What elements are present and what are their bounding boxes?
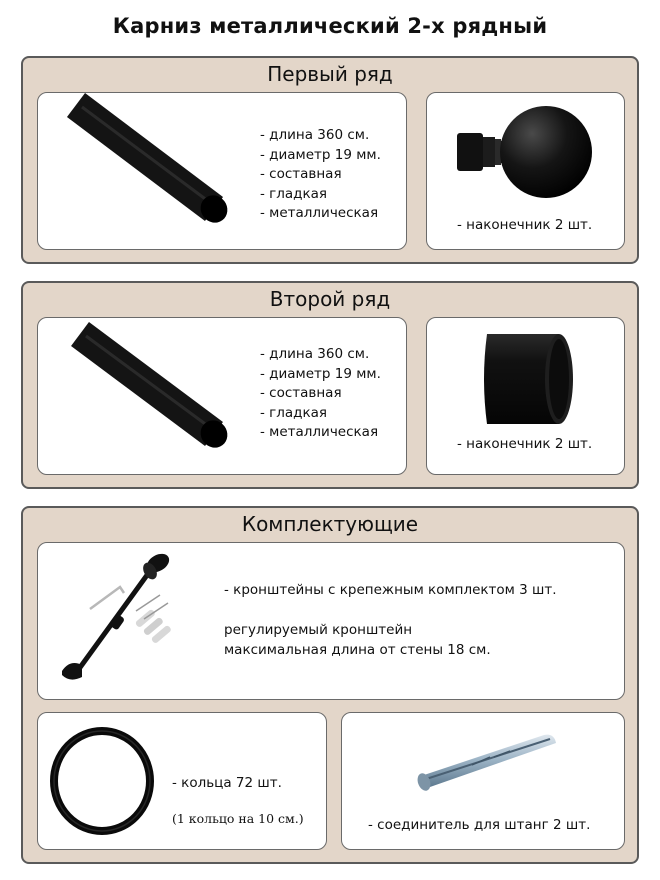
spec-item: - диаметр 19 мм. (260, 146, 381, 163)
rod-image (58, 93, 238, 243)
rod-card (37, 317, 407, 475)
rod-spec-list (260, 345, 381, 443)
finial-card (426, 317, 625, 475)
page-title: Карниз металлический 2-х рядный (112, 14, 548, 38)
section-accessories (21, 506, 639, 864)
spec-item: - длина 360 см. (260, 346, 370, 362)
spec-item: - длина 360 см. (260, 127, 370, 143)
section-heading: Второй ряд (269, 287, 391, 311)
section-first-row (21, 56, 639, 264)
cylinder-finial-image (475, 324, 585, 434)
spec-item: - составная (260, 166, 342, 182)
rod-spec-list (260, 126, 381, 224)
bracket-note-line2: максимальная длина от стены 18 см. (224, 642, 491, 658)
spec-item: - составная (260, 385, 342, 401)
bracket-caption: - кронштейны с крепежным комплектом 3 шт. (224, 582, 557, 598)
finial-caption: - наконечник 2 шт. (457, 436, 593, 452)
spec-item: - металлическая (260, 205, 379, 221)
section-heading: Комплектующие (241, 512, 419, 536)
finial-caption: - наконечник 2 шт. (457, 217, 593, 233)
bracket-card (37, 542, 625, 700)
bracket-note-line1: регулируемый кронштейн (224, 622, 413, 638)
spec-item: - металлическая (260, 424, 379, 440)
connector-image (412, 727, 562, 807)
section-second-row (21, 281, 639, 489)
rings-caption: - кольца 72 шт. (172, 775, 282, 791)
spec-item: - гладкая (260, 404, 328, 421)
section-heading: Первый ряд (267, 62, 393, 86)
bracket-image (50, 545, 200, 695)
rings-card (37, 712, 327, 850)
rings-note: (1 кольцо на 10 см.) (172, 811, 304, 826)
spec-item: - диаметр 19 мм. (260, 365, 381, 382)
finial-card (426, 92, 625, 250)
ring-image (44, 721, 164, 841)
connector-caption: - соединитель для штанг 2 шт. (368, 817, 591, 833)
connector-card (341, 712, 625, 850)
rod-card (37, 92, 407, 250)
rod-image (58, 318, 238, 468)
spec-item: - гладкая (260, 185, 328, 202)
ball-finial-image (452, 99, 602, 209)
